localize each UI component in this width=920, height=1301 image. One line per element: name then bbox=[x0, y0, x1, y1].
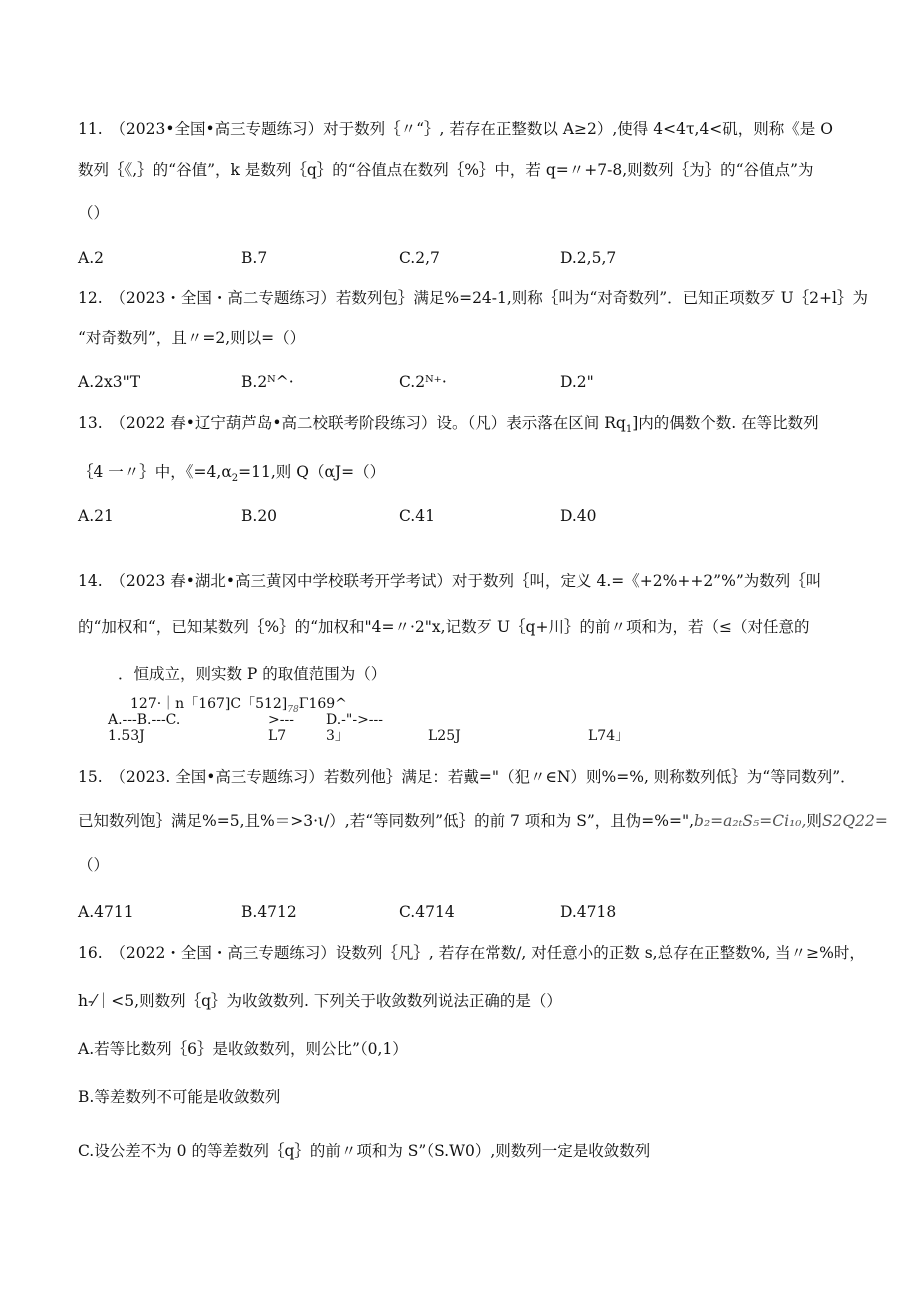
q13-choice-b: B.20 bbox=[241, 507, 278, 525]
q12-choice-c: C.2ᴺ⁺· bbox=[399, 373, 447, 391]
q15-line-1: 15. （2023. 全国•高三专题练习）若数列他｝满足：若戴="（犯〃∈N）则%=%, 则称数列低｝为“等同数列”． bbox=[78, 768, 856, 786]
q14-garble-4: D.-"->--- bbox=[326, 712, 383, 728]
q16-option-c: C.设公差不为 0 的等差数列｛q｝的前〃项和为 S”（S.W0）,则数列一定是收敛数列 bbox=[78, 1142, 651, 1160]
q14-garble-7: 3」 bbox=[326, 728, 349, 744]
q14-line-2: 的“加权和“，已知某数列｛%｝的“加权和"4=〃·2"x,记数歹 U｛q+川｝的前〃项和为，若（≤（对任意的 bbox=[78, 618, 810, 636]
q14-line-3: ．恒成立，则实数 P 的取值范围为（） bbox=[118, 665, 387, 683]
q14-garble-1-tail: Γ169^ bbox=[298, 696, 347, 712]
q16-line-1: 16. （2022・全国・高三专题练习）设数列｛凡｝, 若存在常数/, 对任意小的正数 s,总存在正整数%, 当〃≥%时， bbox=[78, 944, 865, 962]
q15-choice-a: A.4711 bbox=[78, 903, 134, 921]
q14-garble-9: L74」 bbox=[588, 728, 630, 744]
q13-line-1-tail: ]内的偶数个数. 在等比数列 bbox=[632, 414, 819, 432]
q12-choice-b: B.2ᴺ^· bbox=[241, 373, 294, 391]
q12-line-1: 12. （2023・全国・高二专题练习）若数列包｝满足%=24-1,则称｛叫为“对奇数列”．已知正项数歹 U｛2+l｝为 bbox=[78, 289, 868, 307]
q13-line-1 bbox=[78, 413, 819, 440]
q13-line-1-head: 13. （2022 春•辽宁葫芦岛•高二校联考阶段练习）设。（凡）表示落在区间 Rq bbox=[78, 414, 626, 432]
q14-line-1: 14. （2023 春•湖北•高三黄冈中学校联考开学考试）对于数列｛叫，定义 4.=《+2%++2”%”为数列｛叫 bbox=[78, 572, 822, 590]
q13-line-2-tail: =11,则 Q（αJ=（） bbox=[238, 463, 386, 481]
q15-line-2 bbox=[78, 811, 888, 831]
q13-line-2-head: ｛4 一〃｝中，《=4,α bbox=[78, 463, 232, 481]
q11-line-1: 11. （2023•全国•高三专题练习）对于数列｛〃“｝, 若存在正整数以 A≥2）,使得 4<4τ,4<矶，则称《是 O bbox=[78, 120, 833, 138]
q11-choice-b: B.7 bbox=[241, 249, 268, 267]
q14-garble-1-sub: 78 bbox=[287, 704, 299, 715]
q11-choice-c: C.2,7 bbox=[399, 249, 440, 267]
q13-choice-a: A.21 bbox=[78, 507, 114, 525]
q11-choice-a: A.2 bbox=[78, 249, 104, 267]
q14-garble-6: L7 bbox=[268, 728, 287, 744]
q15-line-2-math: b₂=a₂ₜS₅=Ci₁₀, bbox=[694, 812, 807, 830]
q12-choice-a: A.2x3"T bbox=[78, 373, 141, 391]
q13-choice-d: D.40 bbox=[560, 507, 597, 525]
q15-line-2-head: 已知数列饱｝满足%=5,且%＝>3·ι/）,若“等同数列”低｝的前 7 项和为 S”，且伪=%=", bbox=[78, 812, 695, 830]
q13-line-2 bbox=[78, 462, 385, 489]
q14-garble-1-head: 127·｜n「167]C「512] bbox=[130, 696, 288, 712]
q14-garble-5: 1.53J bbox=[108, 728, 145, 744]
q15-choice-d: D.4718 bbox=[560, 903, 617, 921]
q15-line-2-tail: S2Q22= bbox=[821, 812, 888, 830]
q11-choice-d: D.2,5,7 bbox=[560, 249, 617, 267]
q12-line-2: “对奇数列”，且〃=2,则以=（） bbox=[78, 329, 306, 347]
q13-choice-c: C.41 bbox=[399, 507, 435, 525]
q11-line-3: （） bbox=[78, 204, 110, 222]
q15-line-3: （） bbox=[78, 856, 110, 874]
q14-garble-3: >--- bbox=[268, 712, 294, 728]
q11-line-2: 数列｛《,｝的“谷值”，k 是数列｛q｝的“谷值点在数列｛%｝中，若 q=〃+7-8,则数列｛为｝的“谷值点”为 bbox=[78, 161, 814, 179]
q15-choice-b: B.4712 bbox=[241, 903, 297, 921]
q15-choice-c: C.4714 bbox=[399, 903, 455, 921]
q16-option-b: B.等差数列不可能是收敛数列 bbox=[78, 1088, 281, 1106]
q16-option-a: A.若等比数列｛6｝是收敛数列，则公比”（0,1） bbox=[78, 1040, 408, 1058]
q13-line-1-sub: 1 bbox=[625, 424, 633, 436]
q16-line-2: h-⁄｜<5,则数列｛q｝为收敛数列. 下列关于收敛数列说法正确的是（） bbox=[78, 992, 562, 1010]
q14-garble-8: L25J bbox=[428, 728, 461, 744]
q14-garble-2: A.---B.---C. bbox=[108, 712, 181, 728]
q13-line-2-sub: 2 bbox=[231, 473, 239, 485]
q15-line-2-ze: 则 bbox=[806, 812, 822, 830]
q12-choice-d: D.2" bbox=[560, 373, 594, 391]
